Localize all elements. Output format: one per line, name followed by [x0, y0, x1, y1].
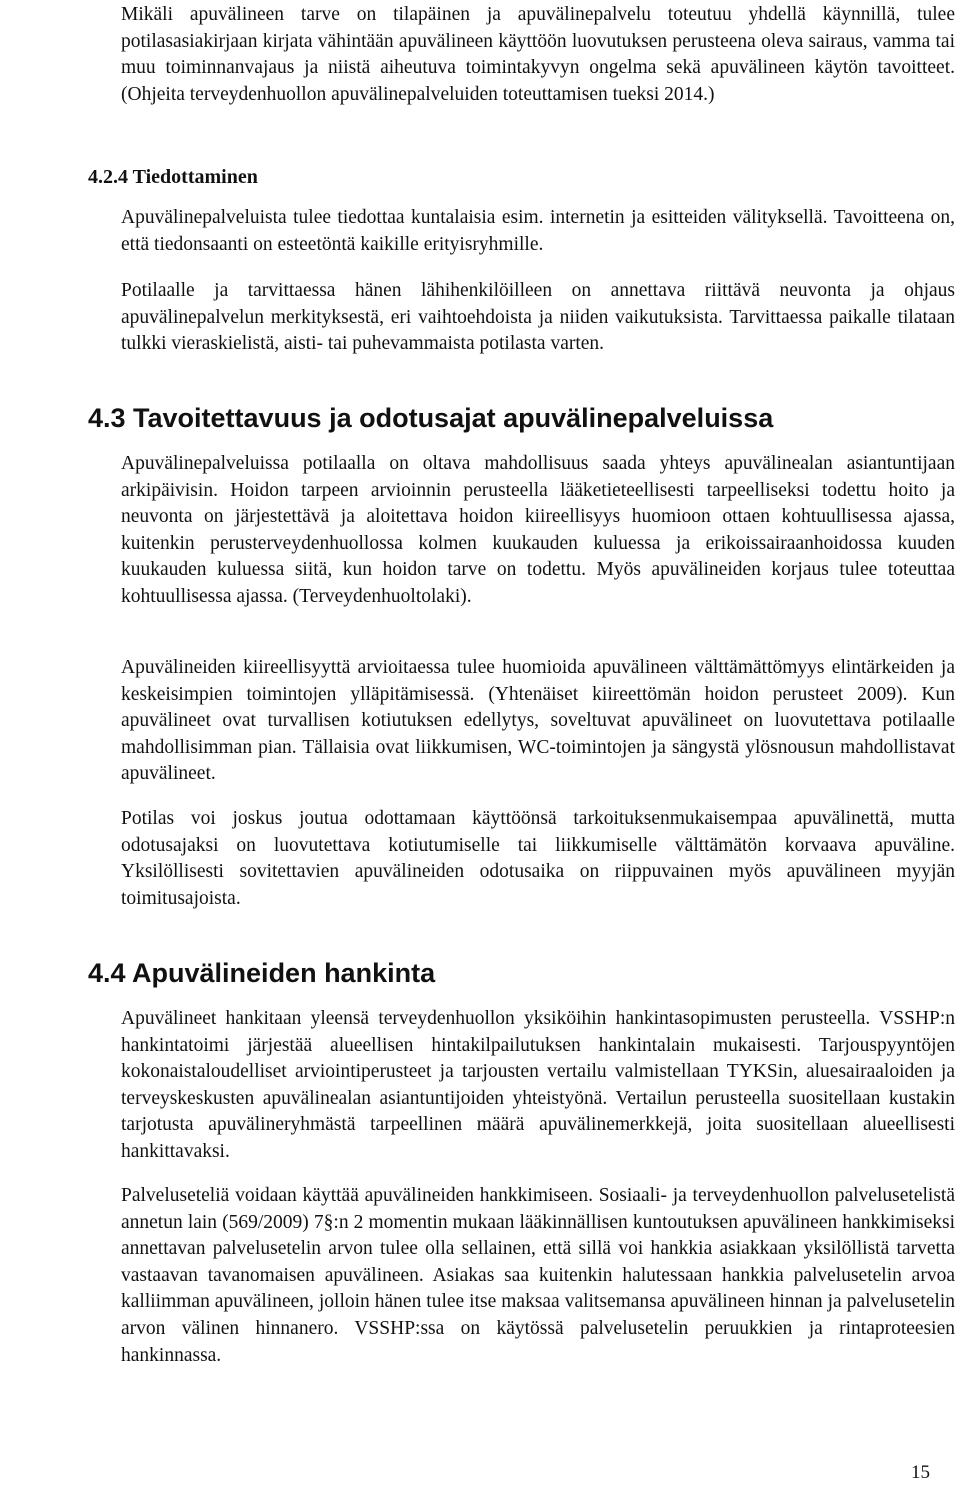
page-number: 15: [911, 1462, 930, 1483]
paragraph-yhteys-asiantuntijaan: Apuvälinepalveluissa potilaalla on oltava mahdollisuus saada yhteys apuvälinealan asiantuntijaan arkipäivisin. Hoidon tarpeen arvioinnin perusteella lääketieteellisesti tarpeelliseksi todettu hoito ja neuvonta on järjestettävä ja aloitettava hoidon kiireellisyys huomioon ottaen kohtuullisessa ajassa, kuitenkin perusterveydenhuollossa kolmen kuukauden kuluessa ja erikoissairaanhoidossa kuuden kuukauden kuluessa siitä, kun hoidon tarve on todettu. Myös apuvälineiden korjaus tulee toteuttaa kohtuullisessa ajassa. (Terveydenhuoltolaki).: [121, 453, 955, 607]
heading-4-2-4: 4.2.4 Tiedottaminen: [88, 166, 258, 188]
paragraph-tilapainen-tarve: Mikäli apuvälineen tarve on tilapäinen ja apuvälinepalvelu toteutuu yhdellä käynnillä, tulee potilasasiakirjaan kirjata vähintään apuvälineen käyttöön luovutuksen perusteena oleva sairaus, vamma tai muu toiminnanvajaus ja niistä aiheutuva toimintakyvyn ongelma sekä apuvälineen käytön tavoitteet. (Ohjeita terveydenhuollon apuvälinepalveluiden toteuttamisen tueksi 2014.): [121, 4, 955, 105]
paragraph-kiireellisyys: Apuvälineiden kiireellisyyttä arvioitaessa tulee huomioida apuvälineen välttämättömyys elintärkeiden ja keskeisimpien toimintojen ylläpitämisessä. (Yhtenäiset kiireettömän hoidon perusteet 2009). Kun apuvälineet ovat turvallisen kotiutuksen edellytys, soveltuvat apuvälineet on luovutettava potilaalle mahdollisimman pian. Tällaisia ovat liikkumisen, WC-toimintojen ja sängystä ylösnousun mahdollistavat apuvälineet.: [121, 657, 955, 785]
paragraph-palveluseteli: Palveluseteliä voidaan käyttää apuvälineiden hankkimiseen. Sosiaali- ja terveydenhuollon palvelusetelistä annetun lain (569/2009) 7§:n 2 momentin mukaan lääkinnällisen kuntoutuksen apuvälineen hankkimiseksi annettavan palvelusetelin arvon tulee olla sellainen, että sillä voi hankkia asiakkaan yksilöllistä tarvetta vastaavan tavanomaisen apuvälineen. Asiakas saa kuitenkin halutessaan hankkia palvelusetelin arvoa kalliimman apuvälineen, jolloin hänen tulee itse maksaa valitsemansa apuvälineen hinnan ja palvelusetelin arvon välinen hinnanero. VSSHP:ssa on käytössä palvelusetelin peruukkien ja rintaproteesien hankinnassa.: [121, 1185, 955, 1366]
paragraph-neuvonta: Potilaalle ja tarvittaessa hänen lähihenkilöilleen on annettava riittävä neuvonta ja ohjaus apuvälinepalvelun merkityksestä, eri vaihtoehdoista ja niiden vaikutuksista. Tarvittaessa paikalle tilataan tulkki vieraskielistä, aisti- tai puhevammaista potilasta varten.: [121, 280, 955, 355]
paragraph-hankintasopimukset: Apuvälineet hankitaan yleensä terveydenhuollon yksiköihin hankintasopimusten perusteella. VSSHP:n hankintatoimi järjestää alueellisen hintakilpailutuksen hankintalain mukaisesti. Tarjouspyyntöjen kokonaistaloudelliset arviointiperusteet ja tarjousten vertailu valmistellaan TYKSin, aluesairaaloiden ja terveyskeskusten apuvälinealan asiantuntijoiden yhteistyönä. Vertailun perusteella suositellaan kustakin tarjotusta apuvälineryhmästä tarpeellinen määrä apuvälinemerkkejä, joita suositellaan alueellisesti hankittavaksi.: [121, 1008, 955, 1162]
paragraph-tiedottaminen: Apuvälinepalveluista tulee tiedottaa kuntalaisia esim. internetin ja esitteiden välityksellä. Tavoitteena on, että tiedonsaanti on esteetöntä kaikille erityisryhmille.: [121, 207, 955, 255]
heading-4-3: 4.3 Tavoitettavuus ja odotusajat apuvälinepalveluissa: [88, 403, 774, 433]
heading-4-4: 4.4 Apuvälineiden hankinta: [88, 958, 436, 988]
paragraph-odotusaika: Potilas voi joskus joutua odottamaan käyttöönsä tarkoituksenmukaisempaa apuvälinettä, mutta odotusajaksi on luovutettava kotiutumiselle tai liikkumiselle välttämätön korvaava apuväline. Yksilöllisesti sovitettavien apuvälineiden odotusaika on riippuvainen myös apuvälineen myyjän toimitusajoista.: [121, 808, 955, 909]
